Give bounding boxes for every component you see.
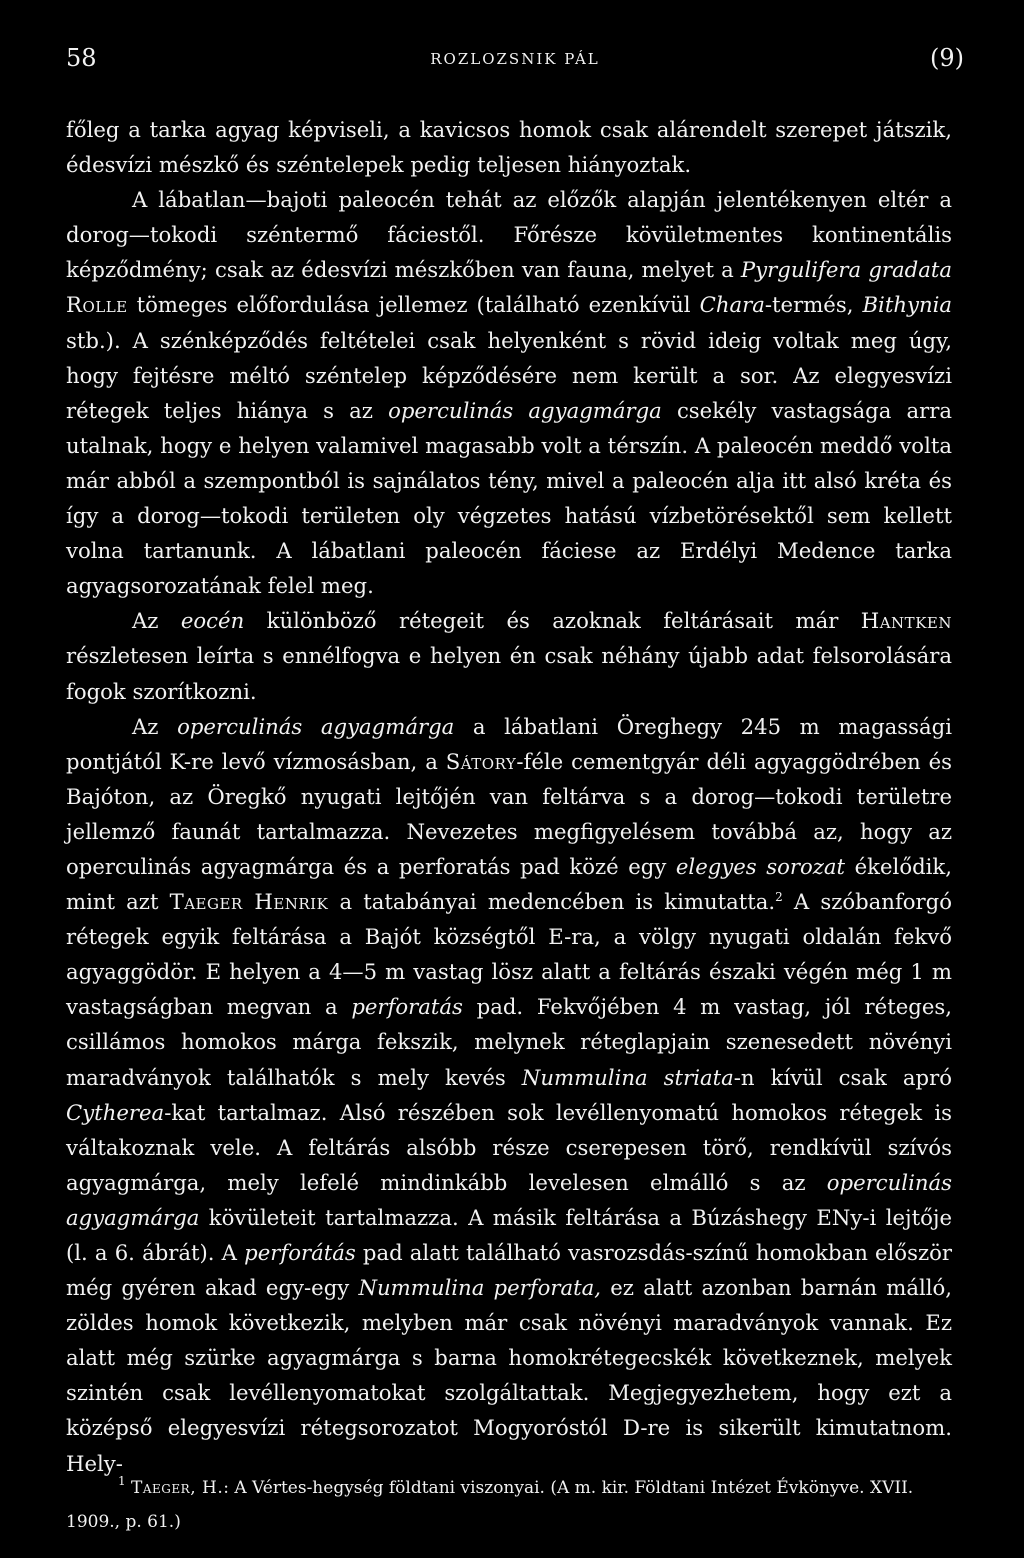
italic-term: Cytherea [66, 1099, 165, 1125]
italic-term: operculinás agyagmárga [66, 1169, 952, 1230]
paragraph [66, 709, 952, 1481]
text-run: A lábatlan—bajoti paleocén tehát az előzők alapján jelentékenyen eltér a dorog—tokodi széntermő fáciestől. Főrésze kövületmentes kontinentális képződmény; csak az édesvízi mészkőben van fauna, melyet a [66, 187, 952, 283]
italic-term: Nummulina perforata, [358, 1275, 602, 1301]
text-run: ez alatt azonban barnán málló, zöldes homok következik, melyben már csak növényi maradványok vannak. Ez alatt még szürke agyagmárga s barna homokrétegecskék következnek, melyek szintén csak levéllenyomatokat szolgáltattak. Megjegyezhetem, hogy ezt a középső elegyesvízi rétegsorozatot Mogyoróstól D-re is sikerült kimutatnom. Hely- [66, 1275, 953, 1476]
italic-term: Pyrgulifera gradata [740, 257, 953, 283]
italic-term: eocén [180, 608, 245, 634]
text-run: Az [132, 608, 181, 634]
text-run: főleg a tarka agyag képviseli, a kavicsos homok csak alárendelt szerepet játszik, édesvízi mészkő és széntelepek pedig teljesen hiányoztak. [66, 117, 952, 178]
text-run: tömeges előfordulása jellemez (található ezenkívül [127, 292, 700, 318]
footnote-text: : A Vértes-hegység földtani viszonyai. (A m. kir. Földtani Intézet Évkönyve. XVII. 1909., p. 61.) [66, 1478, 914, 1532]
footnote-reference: 2 [775, 890, 783, 905]
text-run: stb.). A szénképződés feltételei csak helyenként s rövid ideig voltak meg úgy, hogy fejtésre méltó széntelep képződésére nem került a sor. Az elegyesvízi rétegek teljes hiánya s az [66, 327, 952, 423]
text-run: a lábatlani Öreghegy 245 m magassági pontjától K-re levő vízmosásban, a [66, 713, 952, 774]
paragraph [66, 182, 952, 603]
author-name: Sátory [445, 748, 517, 774]
italic-term: perforatás [351, 994, 463, 1020]
text-run: -n kívül csak apró [733, 1064, 952, 1090]
italic-term: operculinás agyagmárga [388, 397, 662, 423]
body-text [66, 112, 952, 1481]
page-number: 58 [66, 44, 97, 72]
text-run: -féle cementgyár déli agyaggödrében és Bajóton, az Öregkő nyugati lejtőjén van feltárva s a dorog—tokodi területre jellemző faunát tartalmazza. Nevezetes megfigyelésem továbbá az, hogy az operculinás agyagmárga és a perforatás pad közé egy [66, 748, 952, 879]
italic-term: Nummulina striata [521, 1064, 734, 1090]
chapter-marker: (9) [930, 44, 964, 72]
text-run: -termés, [764, 292, 863, 318]
running-head-author: ROZLOZSNIK PÁL [430, 50, 600, 68]
footnote-author: Taeger, H. [131, 1478, 224, 1498]
text-run: részletesen leírta s ennélfogva e helyen én csak néhány újabb adat felsorolására fogok szorítkozni. [66, 643, 952, 704]
author-name: Rolle [66, 292, 128, 318]
author-name: Hantken [860, 608, 952, 634]
author-name: Taeger Henrik [169, 889, 329, 915]
text-run: Az [132, 713, 178, 739]
italic-term: perforátás [244, 1240, 356, 1265]
text-run: pad. Fekvőjében 4 m vastag, jól réteges, csillámos homokos márga fekszik, melynek réteglapjain szenesedett növényi maradványok találhatók s mely kevés [66, 994, 952, 1090]
text-run: -kat tartalmaz. Alsó részében sok levéllenyomatú homokos rétegek is váltakoznak vele. A feltárás alsóbb része cserepesen törő, rendkívül szívós agyagmárga, mely lefelé mindinkább levelesen elmálló s az [66, 1099, 952, 1195]
text-run: pad alatt található vasrozsdás-színű homokban először még gyéren akad egy-egy [66, 1240, 952, 1301]
italic-term: Bithynia [862, 292, 952, 318]
footnote [66, 1471, 952, 1539]
text-run: a tatabányai medencében is kimutatta. [328, 889, 776, 915]
italic-term: elegyes sorozat [675, 853, 846, 879]
paragraph [66, 603, 952, 708]
text-run: csekély vastagsága arra utalnak, hogy e helyen valamivel magasabb volt a térszín. A paleocén meddő volta már abból a szempontból is sajnálatos tény, mivel a paleocén alja itt alsó kréta és így a dorog—tokodi területen oly végzetes hatású vízbetörésektől sem kellett volna tartanunk. A lábatlani paleocén fáciese az Erdélyi Medence tarka agyagsorozatának felel meg. [66, 397, 952, 599]
footnote-marker: 1 [118, 1474, 126, 1488]
text-run: kövületeit tartalmazza. A másik feltárása a Búzáshegy ENy-i lejtője (l. a 6. ábrát). A [66, 1204, 952, 1265]
text-run: különböző rétegeit és azoknak feltárásait már [244, 608, 861, 634]
running-header [66, 36, 964, 76]
text-run: A szóbanforgó rétegek egyik feltárása a Bajót községtől E-ra, a völgy nyugati oldalán fekvő agyaggödör. E helyen a 4—5 m vastag lösz alatt a feltárás északi végén még 1 m vastagságban megvan a [66, 889, 952, 1020]
paragraph [66, 112, 952, 182]
italic-term: operculinás agyagmárga [177, 713, 455, 739]
text-run: ékelődik, mint azt [66, 853, 952, 915]
italic-term: Chara [699, 292, 765, 318]
